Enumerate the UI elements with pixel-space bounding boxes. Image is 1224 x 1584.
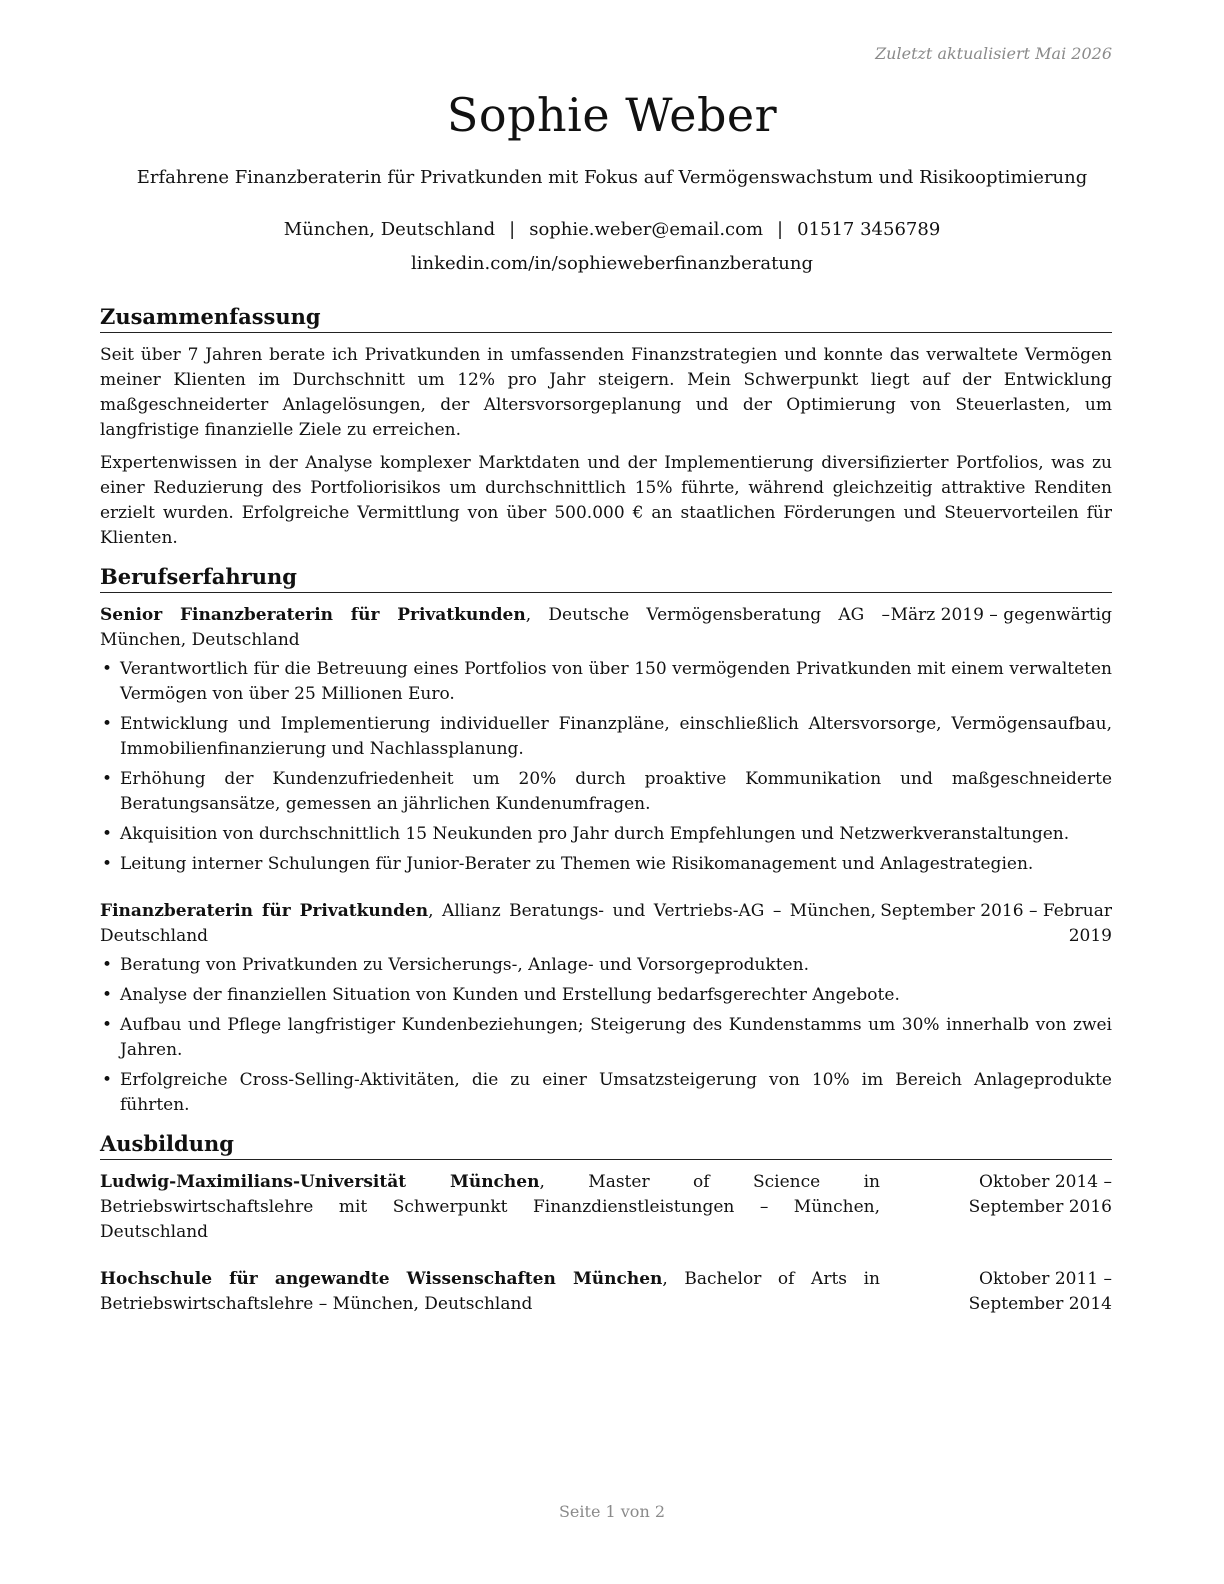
job-bullet: • Verantwortlich für die Betreuung eines Portfolios von über 150 vermögenden Privatkunden mit einem verwalteten Vermögen von über 25 Millionen Euro. [100,657,1112,707]
job-bullet: • Analyse der finanziellen Situation von Kunden und Erstellung bedarfsgerechter Angebote. [100,983,1112,1008]
summary-paragraph: Seit über 7 Jahren berate ich Privatkunden in umfassenden Finanzstrategien und konnte das verwaltete Vermögen meiner Klienten im Durchschnitt um 12% pro Jahr steigern. Mein Schwerpunkt liegt auf der Entwicklung maßgeschneiderter Anlagelösungen, der Altersvorsorgeplanung und der Optimierung von Steuerlasten, um langfristige finanzielle Ziele zu erreichen. [100,345,1112,440]
job-bullet: • Entwicklung und Implementierung individueller Finanzpläne, einschließlich Altersvorsorge, Vermögensaufbau, Immobilienfinanzierung und Nachlassplanung. [100,712,1112,762]
job-title-line [100,899,876,949]
job-bullets [100,953,1112,1118]
job-dates: März 2019 – gegenwärtig [890,605,1112,625]
education-dates: Oktober 2011 – September 2014 [968,1269,1112,1314]
contact-linkedin[interactable]: linkedin.com/in/sophieweberfinanzberatung [410,253,814,274]
job-company: , Allianz Beratungs- und Vertriebs-AG – München, Deutschland [100,901,876,946]
contact-phone[interactable]: 01517 3456789 [797,219,941,240]
education-line [100,1267,880,1317]
contact-location: München, Deutschland [283,219,496,240]
job-bullet: • Akquisition von durchschnittlich 15 Neukunden pro Jahr durch Empfehlungen und Netzwerkveranstaltungen. [100,822,1112,847]
job-dates: September 2016 – Februar 2019 [880,901,1112,946]
job-title: Senior Finanzberaterin für Privatkunden [100,605,526,625]
education-section [100,1130,1112,1317]
education-degree: , Master of Science in Betriebswirtschaftslehre mit Schwerpunkt Finanzdienstleistungen – München, Deutschland [100,1172,880,1242]
summary-paragraph: Expertenwissen in der Analyse komplexer Marktdaten und der Implementierung diversifizierter Portfolios, was zu einer Reduzierung des Portfoliorisikos um durchschnittlich 15% führte, während gleichzeitig attraktive Renditen erzielt wurden. Erfolgreiche Vermittlung von über 500.000 € an staatlichen Förderungen und Steuervorteilen für Klienten. [100,453,1112,548]
contact-separator: | [777,219,784,240]
education-school: Ludwig-Maximilians-Universität München [100,1172,540,1192]
summary-section [100,303,1112,551]
education-degree: , Bachelor of Arts in Betriebswirtschaftslehre – München, Deutschland [100,1269,880,1314]
candidate-tagline: Erfahrene Finanzberaterin für Privatkunden mit Fokus auf Vermögenswachstum und Risikooptimierung [136,167,1088,188]
last-updated-note: Zuletzt aktualisiert Mai 2026 [875,44,1112,63]
summary-heading: Zusammenfassung [100,303,1112,333]
page-number: Seite 1 von 2 [558,1502,666,1521]
contact-line [0,219,1224,240]
job-entry [100,603,1112,877]
job-bullet: • Aufbau und Pflege langfristiger Kundenbeziehungen; Steigerung des Kundenstamms um 30% innerhalb von zwei Jahren. [100,1013,1112,1063]
job-title-line [100,603,890,653]
job-title: Finanzberaterin für Privatkunden [100,901,429,921]
education-header [100,1267,1112,1317]
job-header [100,899,1112,949]
job-bullet: • Leitung interner Schulungen für Junior-Berater zu Themen wie Risikomanagement und Anlagestrategien. [100,852,1112,877]
job-bullet: • Erfolgreiche Cross-Selling-Aktivitäten, die zu einer Umsatzsteigerung von 10% im Bereich Anlageprodukte führten. [100,1068,1112,1118]
job-header [100,603,1112,653]
job-entry [100,899,1112,1118]
experience-section [100,563,1112,1118]
job-bullet: • Erhöhung der Kundenzufriedenheit um 20% durch proaktive Kommunikation und maßgeschneiderte Beratungsansätze, gemessen an jährlichen Kundenumfragen. [100,767,1112,817]
job-company: , Deutsche Vermögensberatung AG – München, Deutschland [100,605,890,650]
job-bullet: • Beratung von Privatkunden zu Versicherungs-, Anlage- und Vorsorgeprodukten. [100,953,1112,978]
resume-body [100,303,1112,1339]
education-entry [100,1170,1112,1245]
contact-separator: | [509,219,516,240]
education-header [100,1170,1112,1245]
contact-email[interactable]: sophie.weber@email.com [529,219,764,240]
candidate-name: Sophie Weber [446,88,778,142]
education-entry [100,1267,1112,1317]
job-bullets [100,657,1112,877]
education-line [100,1170,880,1245]
experience-heading: Berufserfahrung [100,563,1112,593]
education-dates: Oktober 2014 – September 2016 [968,1172,1112,1217]
education-heading: Ausbildung [100,1130,1112,1160]
education-school: Hochschule für angewandte Wissenschaften München [100,1269,663,1289]
